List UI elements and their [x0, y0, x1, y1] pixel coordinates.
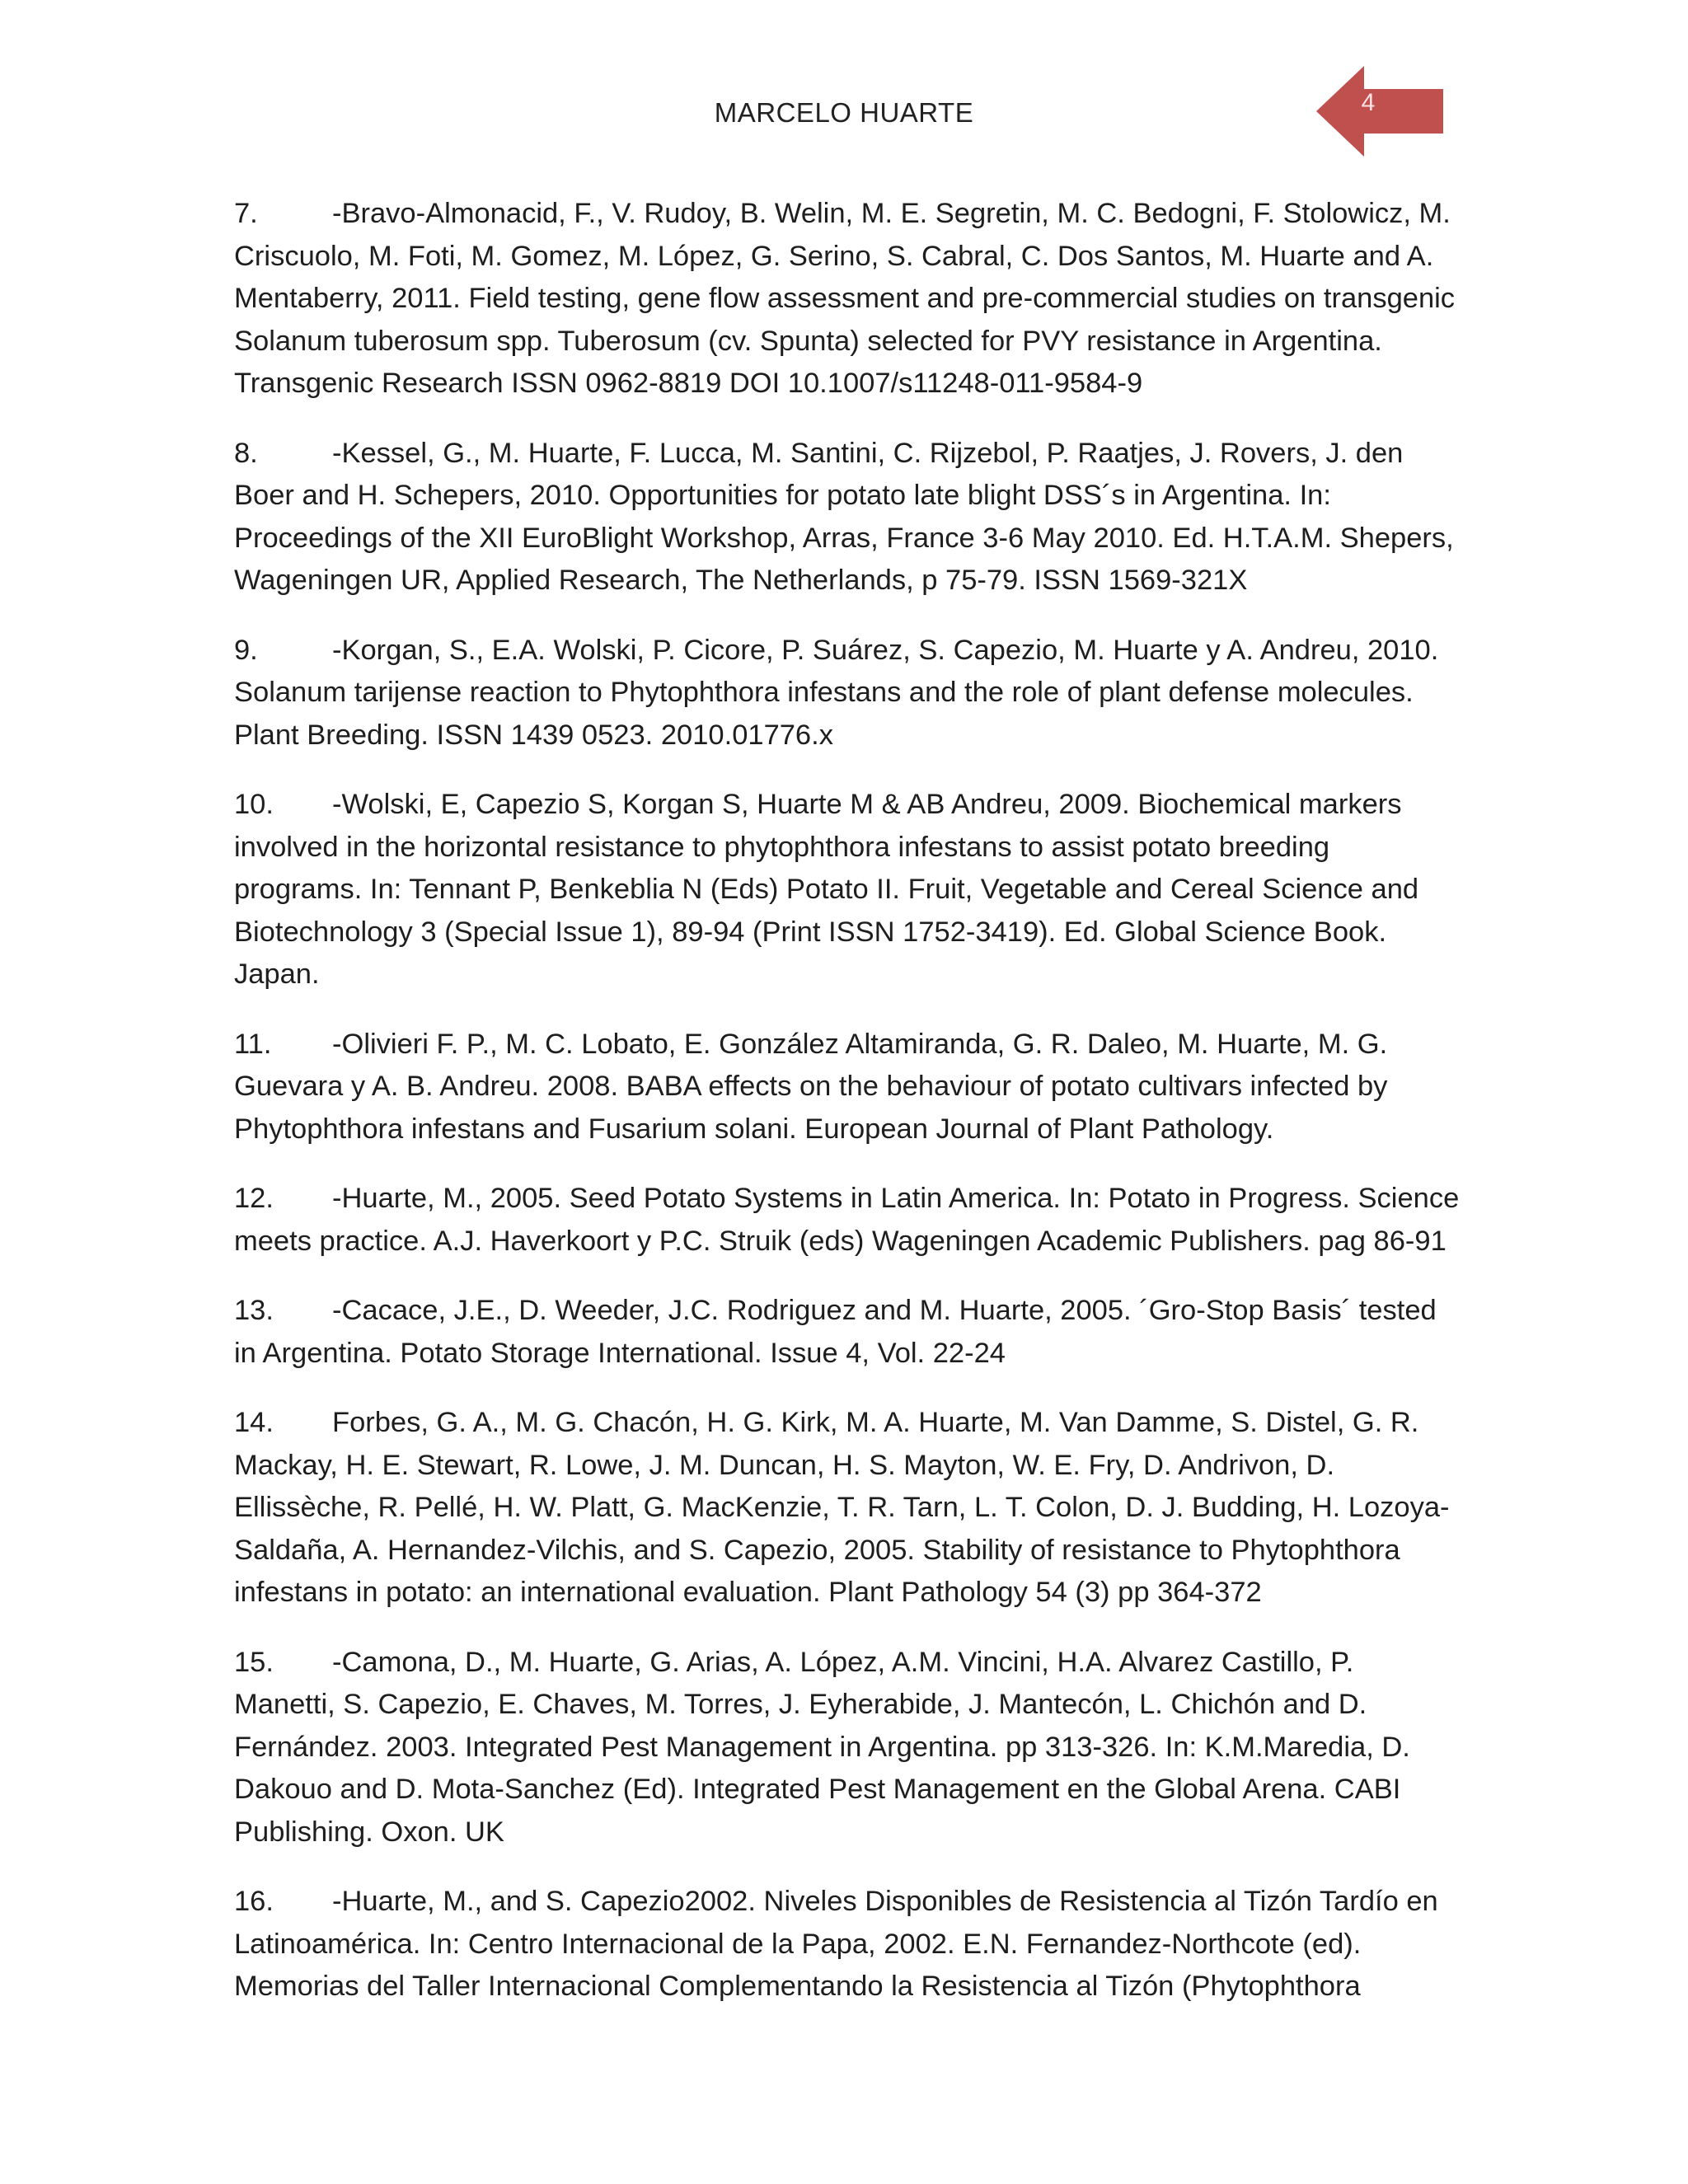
reference-item	[234, 433, 1462, 602]
reference-item	[234, 1178, 1462, 1263]
reference-text: -Huarte, M., 2005. Seed Potato Systems in Latin America. In: Potato in Progress. Science meets practice. A.J. Haverkoort y P.C. Struik (eds) Wageningen Academic Publishers. pag 86-91	[234, 1183, 1460, 1257]
reference-text: -Bravo-Almonacid, F., V. Rudoy, B. Welin, M. E. Segretin, M. C. Bedogni, F. Stolowicz, M. Criscuolo, M. Foti, M. Gomez, M. López, G. Serino, S. Cabral, C. Dos Santos, M. Huarte and A. Mentaberry, 2011. Field testing, gene flow assessment and pre-commercial studies on transgenic Solanum tuberosum spp. Tuberosum (cv. Spunta) selected for PVY resistance in Argentina. Transgenic Research ISSN 0962-8819 DOI 10.1007/s11248-011-9584-9	[234, 198, 1456, 399]
page-number: 4	[1361, 89, 1376, 116]
reference-number: 14.	[234, 1407, 274, 1438]
reference-number: 9.	[234, 634, 258, 666]
reference-number: 16.	[234, 1886, 274, 1917]
reference-number: 12.	[234, 1183, 274, 1214]
header-author: MARCELO HUARTE	[714, 97, 974, 128]
reference-item	[234, 193, 1462, 405]
reference-text: -Korgan, S., E.A. Wolski, P. Cicore, P. Suárez, S. Capezio, M. Huarte y A. Andreu, 2010. Solanum tarijense reaction to Phytophthora infestans and the role of plant defense molecules. Plant Breeding. ISSN 1439 0523. 2010.01776.x	[234, 634, 1439, 751]
reference-item	[234, 784, 1462, 996]
reference-item	[234, 1024, 1462, 1151]
reference-text: -Wolski, E, Capezio S, Korgan S, Huarte M & AB Andreu, 2009. Biochemical markers involved in the horizontal resistance to phytophthora infestans to assist potato breeding programs. In: Tennant P, Benkeblia N (Eds) Potato II. Fruit, Vegetable and Cereal Science and Biotechnology 3 (Special Issue 1), 89-94 (Print ISSN 1752-3419). Ed. Global Science Book. Japan.	[234, 789, 1419, 990]
reference-text: -Camona, D., M. Huarte, G. Arias, A. López, A.M. Vincini, H.A. Alvarez Castillo, P. Manetti, S. Capezio, E. Chaves, M. Torres, J. Eyherabide, J. Mantecón, L. Chichón and D. Fernández. 2003. Integrated Pest Management in Argentina. pp 313-326. In: K.M.Maredia, D. Dakouo and D. Mota-Sanchez (Ed). Integrated Pest Management en the Global Arena. CABI Publishing. Oxon. UK	[234, 1646, 1410, 1848]
reference-text: Forbes, G. A., M. G. Chacón, H. G. Kirk, M. A. Huarte, M. Van Damme, S. Distel, G. R. Mackay, H. E. Stewart, R. Lowe, J. M. Duncan, H. S. Mayton, W. E. Fry, D. Andrivon, D. Ellissèche, R. Pellé, H. W. Platt, G. MacKenzie, T. R. Tarn, L. T. Colon, D. J. Budding, H. Lozoya-Saldaña, A. Hernandez-Vilchis, and S. Capezio, 2005. Stability of resistance to Phytophthora infestans in potato: an international evaluation. Plant Pathology 54 (3) pp 364-372	[234, 1407, 1450, 1608]
reference-item	[234, 1402, 1462, 1615]
reference-number: 10.	[234, 789, 274, 820]
reference-text: -Olivieri F. P., M. C. Lobato, E. González Altamiranda, G. R. Daleo, M. Huarte, M. G. Guevara y A. B. Andreu. 2008. BABA effects on the behaviour of potato cultivars infected by Phytophthora infestans and Fusarium solani. European Journal of Plant Pathology.	[234, 1028, 1388, 1145]
reference-number: 8.	[234, 437, 258, 469]
reference-item	[234, 630, 1462, 757]
reference-number: 11.	[234, 1028, 272, 1060]
reference-list	[234, 193, 1462, 2036]
reference-text: -Cacace, J.E., D. Weeder, J.C. Rodriguez and M. Huarte, 2005. ´Gro-Stop Basis´ tested in Argentina. Potato Storage International. Issue 4, Vol. 22-24	[234, 1295, 1437, 1369]
reference-number: 15.	[234, 1646, 274, 1678]
reference-item	[234, 1881, 1462, 2008]
reference-number: 7.	[234, 198, 258, 229]
reference-text: -Huarte, M., and S. Capezio2002. Niveles Disponibles de Resistencia al Tizón Tardío en Latinoamérica. In: Centro Internacional de la Papa, 2002. E.N. Fernandez-Northcote (ed). Memorias del Taller Internacional Complementando la Resistencia al Tizón (Phytophthora	[234, 1886, 1438, 2002]
reference-item	[234, 1290, 1462, 1375]
reference-item	[234, 1642, 1462, 1854]
reference-text: -Kessel, G., M. Huarte, F. Lucca, M. Santini, C. Rijzebol, P. Raatjes, J. Rovers, J. den Boer and H. Schepers, 2010. Opportunities for potato late blight DSS´s in Argentina. In: Proceedings of the XII EuroBlight Workshop, Arras, France 3-6 May 2010. Ed. H.T.A.M. Shepers, Wageningen UR, Applied Research, The Netherlands, p 75-79. ISSN 1569-321X	[234, 437, 1454, 596]
reference-number: 13.	[234, 1295, 274, 1326]
